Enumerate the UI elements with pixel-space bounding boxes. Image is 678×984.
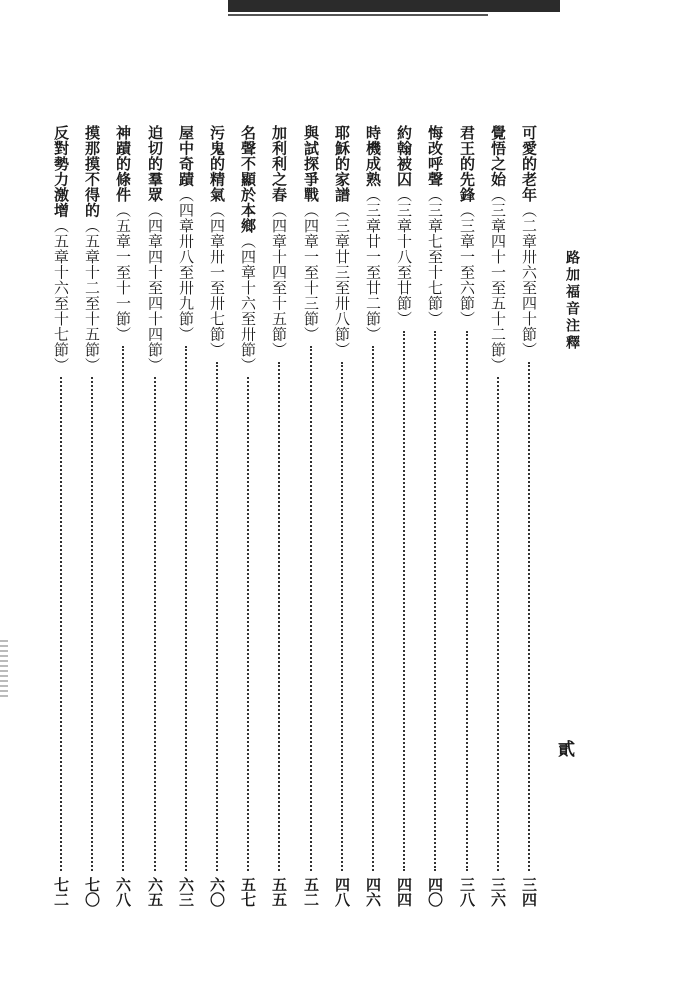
toc-entry-title: 時機成熟 (364, 125, 382, 187)
toc-entry (455, 125, 479, 907)
toc-entry-heading (267, 125, 291, 358)
toc-entry-heading (455, 125, 479, 327)
toc-entry-reference: （三章一至六節） (458, 202, 476, 327)
toc-entry (299, 125, 323, 907)
toc-entry (111, 125, 135, 907)
toc-entry (205, 125, 229, 907)
toc-entry-page: 四八 (333, 877, 351, 907)
toc-entry-reference: （三章十八至廿節） (395, 187, 413, 327)
toc-entry-heading (80, 125, 104, 373)
toc-entry (423, 125, 447, 907)
dot-leader (122, 346, 124, 871)
binding-edge (0, 640, 8, 700)
dot-leader (216, 362, 218, 871)
dot-leader (341, 362, 343, 871)
toc-entry (392, 125, 416, 907)
toc-entry-heading (49, 125, 73, 373)
toc-entry-heading (174, 125, 198, 342)
toc-entry-title: 屋中奇蹟 (177, 125, 195, 187)
toc-entry-heading (143, 125, 167, 373)
toc-entry-title: 迫切的羣眾 (146, 125, 164, 203)
top-border-line (228, 14, 488, 16)
dot-leader (247, 377, 249, 871)
toc-entry-reference: （五章一至十一節） (114, 202, 132, 342)
toc-entry (517, 125, 541, 907)
toc-entry-reference: （二章卅六至四十節） (520, 202, 538, 358)
page-number: 貳 (558, 740, 575, 760)
toc-entry (361, 125, 385, 907)
dot-leader (528, 362, 530, 871)
toc-entry-page: 六〇 (208, 877, 226, 907)
toc-entry-title: 神蹟的條件 (114, 125, 132, 203)
toc-entry-reference: （四章四十至四十四節） (146, 202, 164, 373)
running-header: 路加福音注釋 (564, 250, 580, 352)
dot-leader (403, 331, 405, 871)
top-border-bar (228, 0, 560, 12)
toc-entry-heading (299, 125, 323, 342)
toc-entry-reference: （五章十六至十七節） (52, 218, 70, 373)
dot-leader (185, 346, 187, 871)
toc-entry-heading (517, 125, 541, 358)
dot-leader (497, 377, 499, 871)
toc-entry-page: 六八 (114, 877, 132, 907)
toc-entry-reference: （四章十四至十五節） (270, 202, 288, 358)
toc-entry-heading (486, 125, 510, 373)
toc-entry-title: 摸那摸不得的 (83, 125, 101, 218)
toc-entry-title: 悔改呼聲 (426, 125, 444, 187)
dot-leader (278, 362, 280, 871)
toc-entry-reference: （三章四十一至五十二節） (489, 187, 507, 373)
toc-entry (80, 125, 104, 907)
toc-entry-page: 六五 (146, 877, 164, 907)
toc-entry-page: 四六 (364, 877, 382, 907)
toc-entry-reference: （四章一至十三節） (302, 202, 320, 342)
dot-leader (434, 331, 436, 871)
toc-entry-reference: （三章七至十七節） (426, 187, 444, 327)
toc-entry-reference: （三章廿三至卅八節） (333, 202, 351, 358)
toc-entry-heading (111, 125, 135, 342)
toc-entry-heading (236, 125, 260, 373)
toc-entry-title: 污鬼的精氣 (208, 125, 226, 203)
toc-entry-page: 四四 (395, 877, 413, 907)
toc-entry (486, 125, 510, 907)
toc-entry (143, 125, 167, 907)
toc-entry-page: 五二 (302, 877, 320, 907)
toc-entry-page: 五七 (239, 877, 257, 907)
toc-entry-title: 約翰被囚 (395, 125, 413, 187)
toc-entry-page: 五五 (270, 877, 288, 907)
toc-entry-page: 三四 (520, 877, 538, 907)
toc-entry-page: 三八 (458, 877, 476, 907)
toc-entry-title: 耶穌的家譜 (333, 125, 351, 203)
toc-entry-title: 覺悟之始 (489, 125, 507, 187)
toc-entry-title: 君王的先鋒 (458, 125, 476, 203)
toc-entry-reference: （四章卅八至卅九節） (177, 187, 195, 342)
toc-entry-title: 名聲不顯於本鄉 (239, 125, 257, 234)
toc-entry (267, 125, 291, 907)
toc-entry-reference: （四章十六至卅節） (239, 233, 257, 373)
toc-entry (49, 125, 73, 907)
toc-entry-heading (205, 125, 229, 358)
toc-entry-title: 與試探爭戰 (302, 125, 320, 203)
toc-entry-title: 加利利之春 (270, 125, 288, 203)
toc-entry-heading (361, 125, 385, 342)
toc-entry-reference: （三章廿一至廿二節） (364, 187, 382, 342)
toc-entry-heading (330, 125, 354, 358)
dot-leader (466, 331, 468, 871)
toc-entry-reference: （五章十二至十五節） (83, 218, 101, 373)
toc-entry-heading (423, 125, 447, 327)
toc-entry (330, 125, 354, 907)
toc-entry-page: 三六 (489, 877, 507, 907)
toc-entry-page: 六三 (177, 877, 195, 907)
toc-entry (174, 125, 198, 907)
toc-entry-title: 可愛的老年 (520, 125, 538, 203)
toc-entry-title: 反對勢力激增 (52, 125, 70, 218)
toc-entry-page: 四〇 (426, 877, 444, 907)
dot-leader (60, 377, 62, 871)
toc-entry-heading (392, 125, 416, 327)
toc-entry (236, 125, 260, 907)
dot-leader (91, 377, 93, 871)
toc-entry-page: 七〇 (83, 877, 101, 907)
dot-leader (310, 346, 312, 871)
dot-leader (154, 377, 156, 871)
toc-entry-reference: （四章卅一至卅七節） (208, 202, 226, 358)
toc-entry-page: 七二 (52, 877, 70, 907)
dot-leader (372, 346, 374, 871)
